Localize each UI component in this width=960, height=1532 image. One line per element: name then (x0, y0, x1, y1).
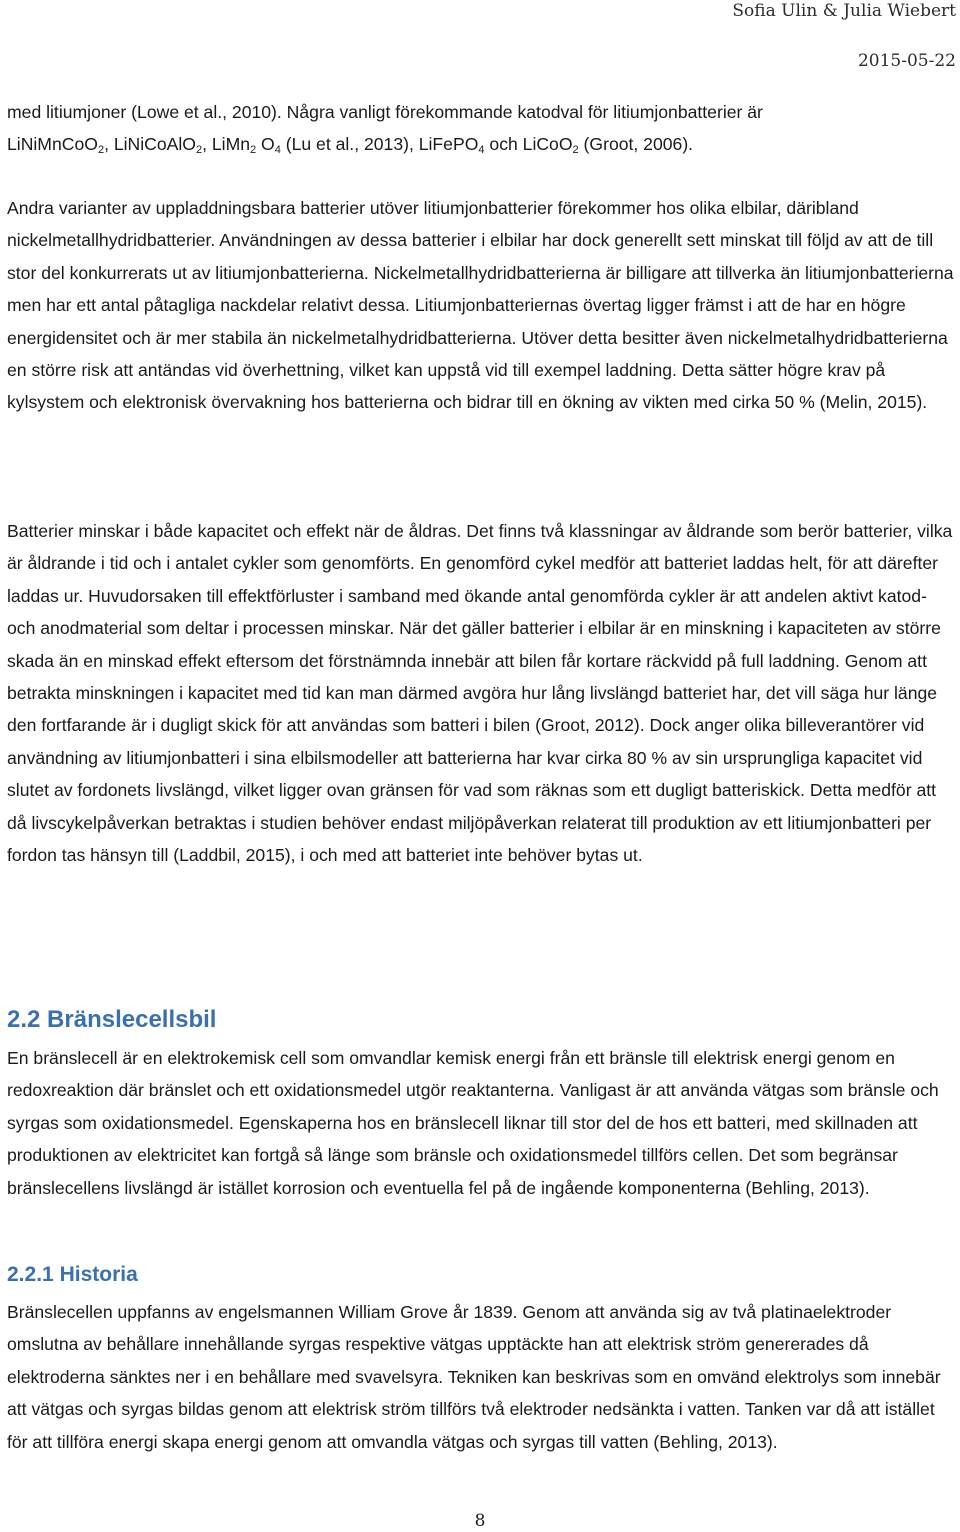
subscript: 4 (478, 144, 485, 157)
paragraph-history: Bränslecellen uppfanns av engelsmannen William Grove år 1839. Genom att använda sig av två platinaelektroder omslutna av behållare innehållande syrgas respektive vätgas upptäckte han att elektrisk ström genererades då elektroderna sänktes ner i en behållare med svavelsyra. Tekniken kan beskrivas som en omvänd elektrolys som innebär att vätgas och syrgas bildas genom att elektrisk ström tillförs två elektroder nedsänkta i vatten. Tanken var då att istället för att tillföra energi skapa energi genom att omvandla vätgas och syrgas till vatten (Behling, 2013). (7, 1302, 941, 1452)
section-number: 2.2.1 (7, 1263, 54, 1286)
intro-line-2 (7, 128, 955, 160)
section-heading-2-2-1 (7, 1258, 138, 1292)
section-number: 2.2 (7, 1006, 41, 1033)
formula-text: O (256, 134, 275, 155)
subscript: 2 (195, 144, 203, 157)
header-date: 2015-05-22 (857, 51, 956, 71)
intro-line-1: med litiumjoner (Lowe et al., 2010). Några vanligt förekommande katodval för litiumjonbatterier är (7, 102, 763, 122)
page-number: 8 (474, 1511, 486, 1531)
header-authors: Sofia Ulin & Julia Wiebert (732, 1, 956, 21)
section-title: Bränslecellsbil (47, 1006, 217, 1033)
formula-text: och LiCoO (484, 134, 573, 155)
subscript: 4 (274, 144, 281, 157)
formula-text: , LiMn (202, 134, 251, 155)
section-heading-2-2 (7, 1002, 216, 1038)
paragraph-nimh-batteries: Andra varianter av uppladdningsbara batterier utöver litiumjonbatterier förekommer hos olika elbilar, däribland nickelmetallhydridbatterier. Användningen av dessa batterier i elbilar har dock generellt sett minskat till följd av att de till stor del konkurrerats ut av litiumjonbatterierna. Nickelmetallhydridbatterierna är billigare att tillverka än litiumjonbatterierna men har ett antal påtagliga nackdelar relativt dessa. Litiumjonbatteriernas övertag ligger främst i att de har en högre energidensitet och är mer stabila än nickelmetalhydridbatterierna. Utöver detta besitter även nickelmetalhydridbatterierna en större risk att antändas vid överhettning, vilket kan uppstå vid till exempel laddning. Detta sätter högre krav på kylsystem och elektronisk övervakning hos batterierna och bidrar till en ökning av vikten med cirka 50 % (Melin, 2015). (7, 198, 954, 413)
intro-paragraph (7, 96, 955, 161)
formula-text: (Lu et al., 2013), LiFePO (280, 134, 479, 155)
paragraph-battery-aging: Batterier minskar i både kapacitet och effekt när de åldras. Det finns två klassningar av åldrande som berör batterier, vilka är åldrande i tid och i antalet cykler som genomförts. En genomförd cykel medför att batteriet laddas helt, för att därefter laddas ur. Huvudorsaken till effektförluster i samband med ökande antal genomförda cykler är att andelen aktivt katod- och anodmaterial som deltar i processen minskar. När det gäller batterier i elbilar är en minskning i kapaciteten av större skada än en minskad effekt eftersom det förstnämnda innebär att bilen får kortare räckvidd på full laddning. Genom att betrakta minskningen i kapacitet med tid kan man därmed avgöra hur lång livslängd batteriet har, det vill säga hur länge den fortfarande är i dugligt skick för att användas som batteri i bilen (Groot, 2012). Dock anger olika billeverantörer vid användning av litiumjonbatteri i sina elbilsmodeller att batterierna har kvar cirka 80 % av sin ursprungliga kapacitet vid slutet av fordonets livslängd, vilket ligger ovan gränsen för vad som räknas som ett dugligt batteriskick. Detta medför att då livscykelpåverkan betraktas i studien behöver endast miljöpåverkan relaterat till produktion av ett litiumjonbatteri per fordon tas hänsyn till (Laddbil, 2015), i och med att batteriet inte behöver bytas ut. (7, 521, 953, 866)
section-title: Historia (59, 1263, 138, 1286)
formula-text: , LiNiCoAlO (104, 134, 196, 155)
subscript: 2 (572, 144, 579, 157)
formula-text: LiNiMnCoO (7, 134, 98, 155)
formula-text: (Groot, 2006). (578, 134, 694, 155)
paragraph-fuel-cell: En bränslecell är en elektrokemisk cell som omvandlar kemisk energi från ett bränsle till elektrisk energi genom en redoxreaktion där bränslet och ett oxidationsmedel utgör reaktanterna. Vanligast är att använda vätgas som bränsle och syrgas som oxidationsmedel. Egenskaperna hos en bränslecell liknar till stor del de hos ett batteri, med skillnaden att produktionen av elektricitet kan fortgå så länge som bränsle och oxidationsmedel tillförs cellen. Det som begränsar bränslecellens livslängd är istället korrosion och eventuella fel på de ingående komponenterna (Behling, 2013). (7, 1048, 939, 1198)
subscript: 2 (97, 144, 105, 157)
subscript: 2 (250, 144, 257, 157)
